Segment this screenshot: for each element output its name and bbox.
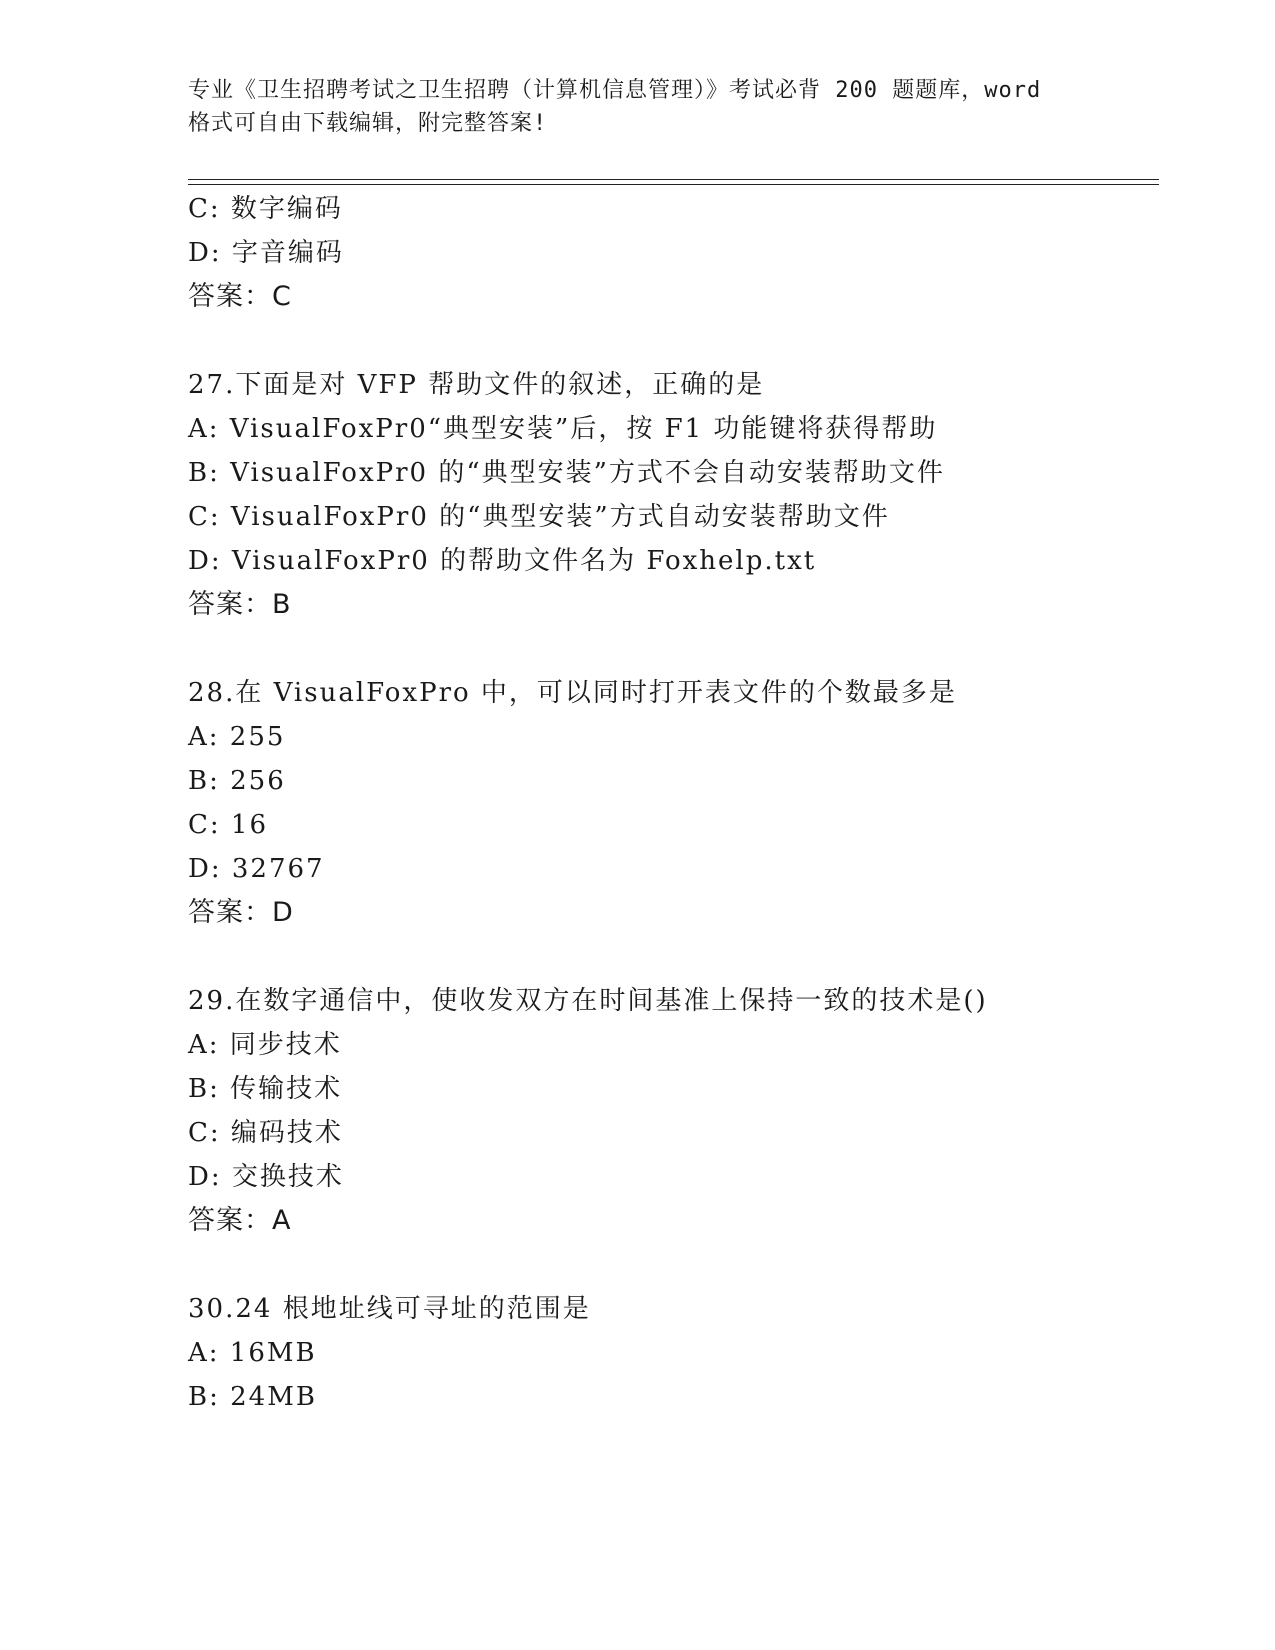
document-header bbox=[188, 74, 1088, 140]
q26-option-d: D: 字音编码 bbox=[188, 238, 344, 268]
q29-option-d: D: 交换技术 bbox=[188, 1162, 344, 1192]
q28-option-a: A: 255 bbox=[188, 722, 286, 752]
header-title-line-2: 格式可自由下载编辑，附完整答案! bbox=[188, 111, 548, 136]
q28-option-c: C: 16 bbox=[188, 810, 269, 840]
header-divider-top bbox=[188, 179, 1159, 180]
q29-option-c: C: 编码技术 bbox=[188, 1118, 343, 1148]
q26-answer: 答案：C bbox=[188, 281, 292, 312]
q29-option-a: A: 同步技术 bbox=[188, 1030, 342, 1060]
header-title-line-1: 专业《卫生招聘考试之卫生招聘（计算机信息管理）》考试必背 200 题题库，word bbox=[188, 78, 1042, 103]
q27-answer: 答案：B bbox=[188, 589, 292, 620]
q28-option-d: D: 32767 bbox=[188, 854, 325, 884]
q30-stem: 30.24 根地址线可寻址的范围是 bbox=[188, 1294, 591, 1324]
q27-option-c: C: VisualFoxPr0 的“典型安装”方式自动安装帮助文件 bbox=[188, 502, 890, 532]
q30-option-b: B: 24MB bbox=[188, 1382, 317, 1412]
q28-option-b: B: 256 bbox=[188, 766, 286, 796]
q29-option-b: B: 传输技术 bbox=[188, 1074, 343, 1104]
q28-answer: 答案：D bbox=[188, 897, 294, 928]
q27-option-d: D: VisualFoxPr0 的帮助文件名为 Foxhelp.txt bbox=[188, 546, 817, 576]
q27-option-b: B: VisualFoxPr0 的“典型安装”方式不会自动安装帮助文件 bbox=[188, 458, 945, 488]
q30-option-a: A: 16MB bbox=[188, 1338, 317, 1368]
q29-stem: 29.在数字通信中，使收发双方在时间基准上保持一致的技术是() bbox=[188, 986, 988, 1016]
q29-answer: 答案：A bbox=[188, 1205, 292, 1236]
q28-stem: 28.在 VisualFoxPro 中，可以同时打开表文件的个数最多是 bbox=[188, 678, 957, 708]
q27-option-a: A: VisualFoxPr0“典型安装”后，按 F1 功能键将获得帮助 bbox=[188, 414, 938, 444]
header-divider-bottom bbox=[188, 184, 1159, 185]
q27-stem: 27.下面是对 VFP 帮助文件的叙述，正确的是 bbox=[188, 370, 765, 400]
q26-option-c: C: 数字编码 bbox=[188, 194, 343, 224]
